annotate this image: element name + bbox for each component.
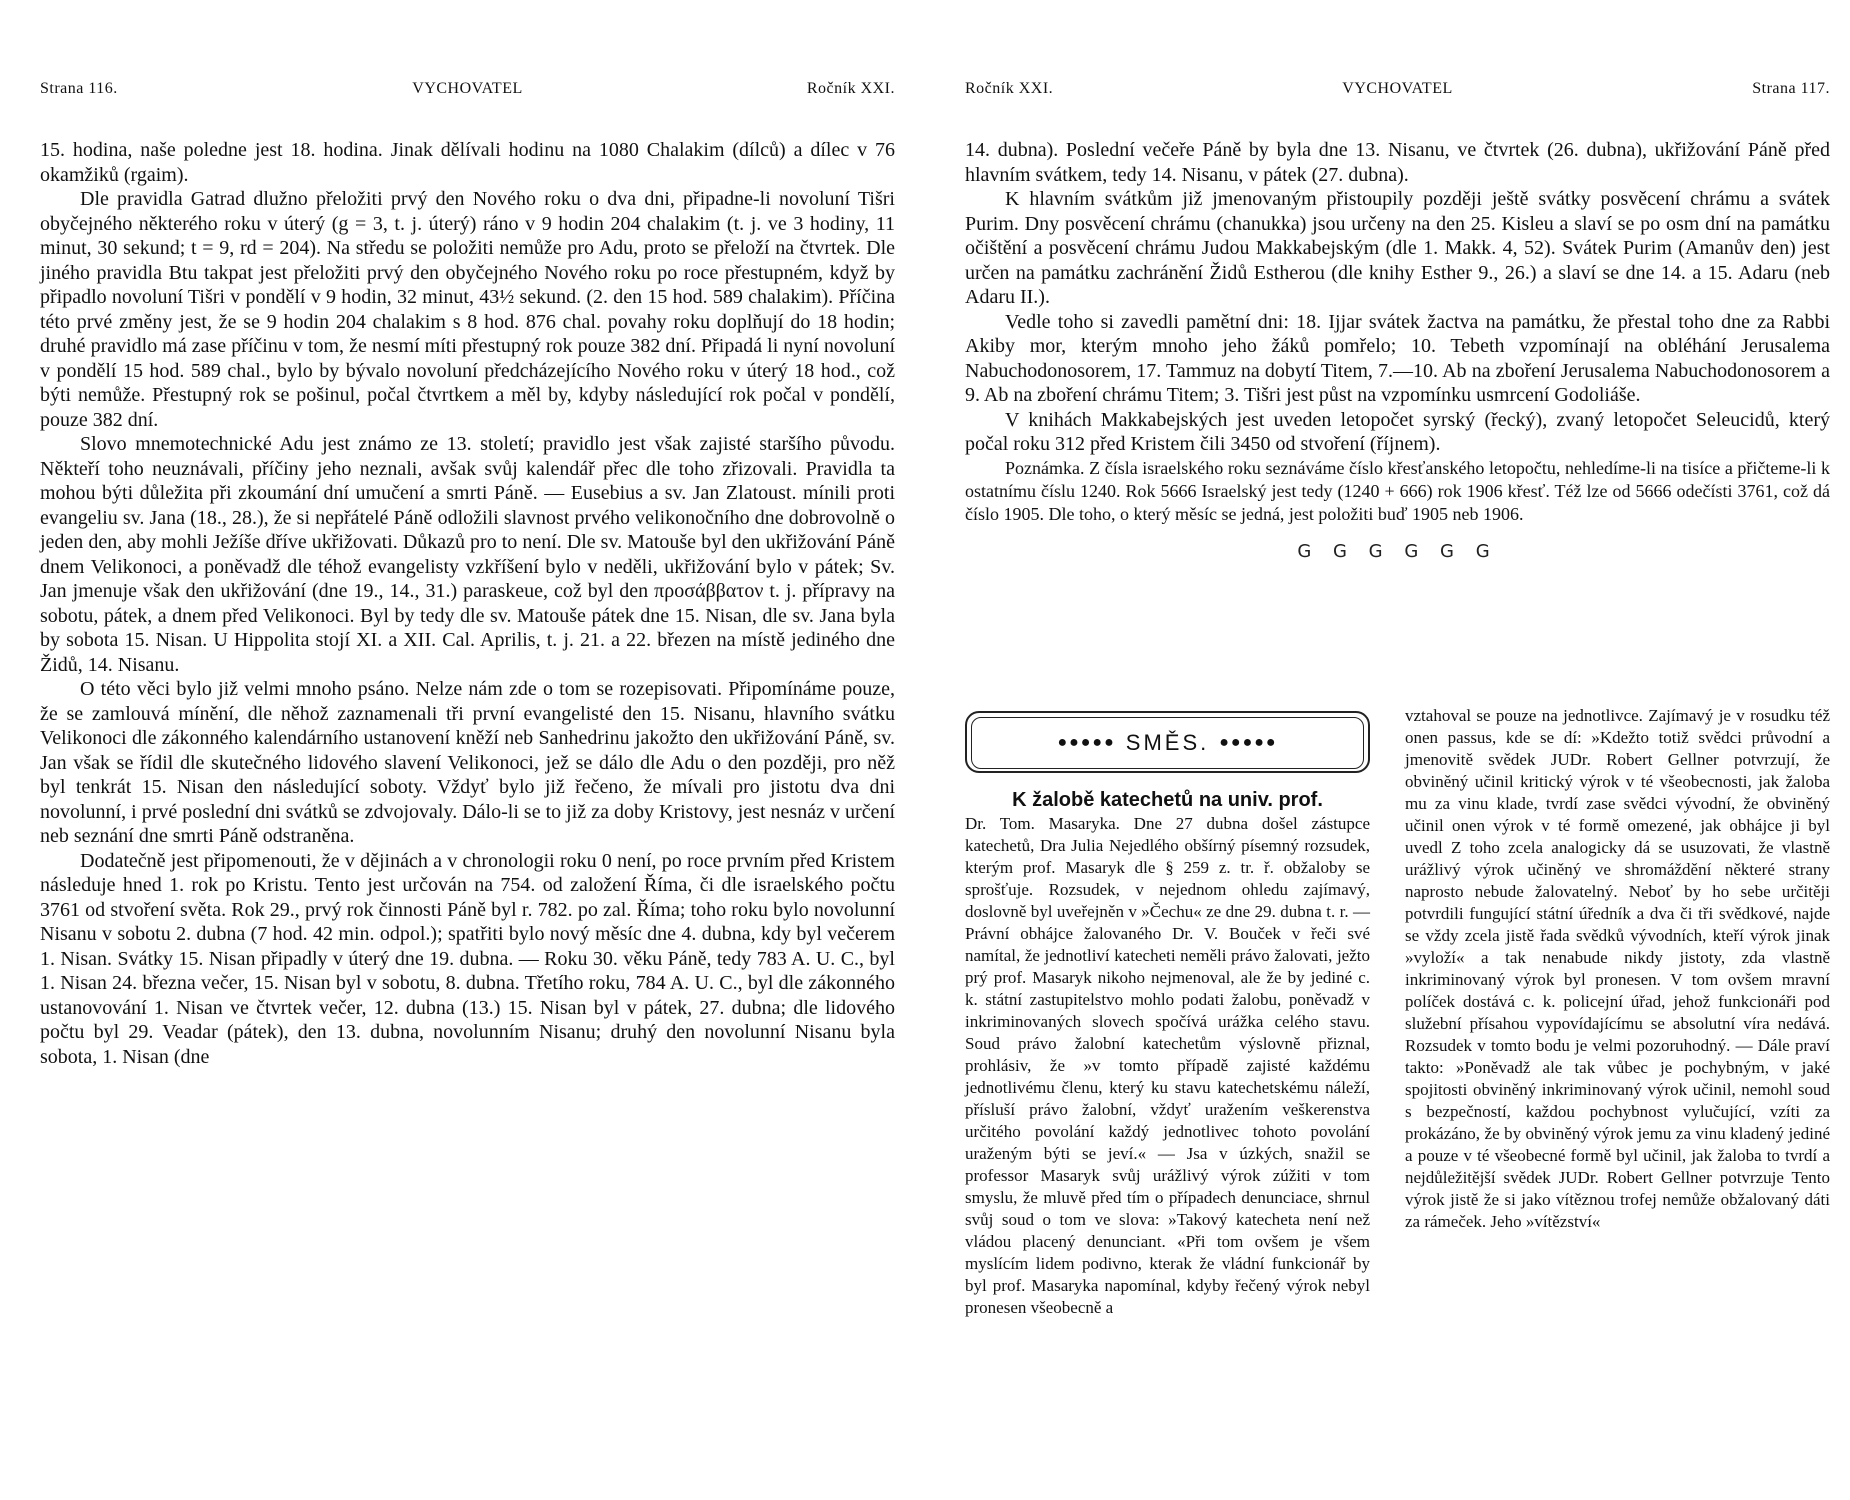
right-body <box>965 138 1830 564</box>
left-body <box>40 138 895 1069</box>
paragraph: 15. hodina, naše poledne jest 18. hodina. Jinak dělívali hodinu na 1080 Chalakim (dílců) a dílec v 76 okamžiků (rgaim). <box>40 139 895 186</box>
article-text: Dr. Tom. Masaryka. Dne 27 dubna došel zástupce katechetů, Dra Julia Nejedlého obšírný písemný rozsudek, kterým prof. Masaryk dle § 259 z. tr. ř. obžaloby se sprošťuje. Rozsudek, v nejednom ohledu zajímavý, doslovně byl uveřejněn v »Čechu« ze dne 29. dubna t. r. — Právní obhájce žalovaného Dr. V. Bouček v řeči své namítal, že jednotliví katecheti neměli právo žalovati, ježto prý prof. Masaryk nikoho nejmenoval, ale že by jediné c. k. státní zastupitelstvo mohlo podati žalobu, poněvadž v inkriminovaných slovech spočívá urážka celého stavu. Soud právo žalobní katechetům výslovně přiznal, prohlásiv, že »v tomto případě zajisté každému jednotlivému členu, který ku stavu katechetskému náleží, přísluší právo žalobní, vždyť uražením veškerenstva určitého povolání každý jednotlivec tohoto povolání uraženým býti se jeví.« — Jsa v úzkých, snažil se professor Masaryk svůj urážlivý výrok zúžiti v tom smyslu, že mluvě před tím o případech denunciace, shrnul svůj soud o tom ve slova: »Takový katecheta není než vládou placený denunciant. «Při tom ovšem je všem myslícím lidem podivno, kterak že vládní funkcionář by byl prof. Masaryka napomínal, kdyby řečený výrok nebyl pronesen všeobecně a <box>965 814 1370 1317</box>
section-title: SMĚS. <box>1125 730 1210 755</box>
paragraph: O této věci bylo již velmi mnoho psáno. Nelze nám zde o tom se rozepisovati. Připomínáme pouze, že se zamlouvá mínění, dle něhož zaznamenali tři první evangelisté den 15. Nisanu, hlavního svátku Velikonoci dle zákonného kalendárního ustanovení kněží neb Sanhedrinu jakožto den ukřižování Páně, sv. Jan však se řídil dle skutečného lidového slavení Velikonoci, jež se dálo dle Adu o den později, pro něž byl tenkrát 15. Nisan den následující soboty. Vždyť bylo již řečeno, že mívali pro jistotu dva dni novolunní, i prvé poslední dni svátků se zdvojovaly. Dálo-li se to již za doby Kristovy, jest nesnáz v určení neb seznání dne smrti Páně odstraněna. <box>40 678 895 847</box>
journal-title: VYCHOVATEL <box>1342 80 1453 97</box>
article-title: K žalobě katechetů na univ. prof. <box>1012 789 1323 811</box>
running-head <box>40 80 895 102</box>
ornament-dots-icon: ●●●●● <box>1219 734 1278 751</box>
paragraph: Vedle toho si zavedli pamětní dni: 18. Ijjar svátek žactva na památku, že přestal toho dne za Rabbi Akiby mor, kterým mnoho jeho žáků pomřelo; 10. Tebeth vzpomínají na obléhání Jerusalema Nabuchodonosorem, 17. Tammuz na dobytí Titem, 7.—10. Ab na zboření Jerusalema Nabuchodonosorem a 9. Ab na zboření chrámu Titem; 3. Tišri jest půst na vzpomínku usmrcení Godoliáše. <box>965 310 1830 406</box>
paragraph: Dle pravidla Gatrad dlužno přeložiti prvý den Nového roku o dva dni, připadne-li novoluní Tišri obyčejného některého roku v úterý (g = 3, t. j. úterý) ráno v 9 hodin 204 chalakim (t. j. ve 3 hodiny, 11 minut, 30 sekund; t = 9, rd = 204). Na středu se položiti nemůže pro Adu, proto se přeloží na čtvrtek. Dle jiného pravidla Btu takpat jest přeložiti prvý den obyčejného Nového roku po roce přestupném, když by připadlo novoluní Tišri v pondělí v 9 hodin, 32 minut, 43½ sekund. (2. den 15 hod. 589 chalakim). Příčina této prvé změny jest, že se 9 hodin 204 chalakim s 8 hod. 876 chal. povahy roku doplňují do 18 hodin; druhé pravidlo má zase příčinu v tom, že nesmí míti přestupný rok pouze 382 dní. Připadá li nyní novoluní v pondělí 15 hod. 589 chal., bylo by bývalo novoluní předcházejícího Nového roku v úterý 18 hod., což býti nemůže. Přestupný rok se pošinul, počal čtvrtkem a měl by, kdyby následující rok počal v pondělí, pouze 382 dní. <box>40 188 895 431</box>
journal-title: VYCHOVATEL <box>412 80 523 97</box>
paragraph: V knihách Makkabejských jest uveden letopočet syrský (řecký), zvaný letopočet Seleucidů, který počal roku 312 před Kristem čili 3450 od stvoření (říjnem). <box>965 408 1830 455</box>
ornament-dots-icon: ●●●●● <box>1057 734 1116 751</box>
left-page <box>40 0 895 1500</box>
article-text: vztahoval se pouze na jednotlivce. Zajímavý je v rosudku též onen passus, kde se dí: »Kdežto totiž svědci průvodní a jmenovitě svědek JUDr. Robert Gellner potvrzují, že obviněný učinil kritický výrok v té všeobecnosti, jak žaloba mu za vinu klade, tvrdí zase svědci vývodní, že obviněný učinil onen výrok v té formě omezené, jak obhájce ji byl uvedl Z toho zcela analogicky dá se usuzovati, že vlastně urážlivý výrok učiněný ve shromáždění některé strany naprosto nebude žalovatelný. Neboť by ho sebe určitěji potvrdili fungující státní úředník a dva či tři svědkové, najde se vždy zcela jistě řada svědků vývodních, kteří výrok jinak »vyloží« a tak nenabude nikdy jistoty, zda vlastně inkriminovaný výrok byl pronesen. V tom ovšem mravní políček dostává c. k. policejní úřad, jehož funkcionáři pod služební přísahou vypovídajícímu se absolutní víra nedává. Rozsudek v tomto bodu je velmi pozoruhodný. — Dále praví takto: »Poněvadž ale tak vůbec je pochybným, v jaké spojitosti obviněný inkriminovaný výrok učinil, nemohl soud s bezpečností, každou pochybnost vylučující, vzíti za prokázáno, že by obviněný výrok jemu za vinu kladený jediné a pouze v té všeobecné formě byl učinil, jak žaloba to tvrdí a nejdůležitější svědek JUDr. Robert Gellner potvrzuje Tento výrok jistě že si jako vítěznou trofej nemůže obžalovaný dáti za rámeček. Jeho »vítězství« <box>1405 706 1830 1231</box>
volume-label: Ročník XXI. <box>806 80 895 97</box>
right-page <box>965 0 1830 1500</box>
page-number: Strana 116. <box>40 80 118 97</box>
page-number: Strana 117. <box>1752 80 1830 97</box>
paragraph: Dodatečně jest připomenouti, že v dějinách a v chronologii roku 0 není, po roce prvním před Kristem následuje hned 1. rok po Kristu. Tento jest určován na 754. od založení Říma, či dle israelského počtu 3761 od stvoření světa. Rok 29., prvý rok činnosti Páně byl r. 782. po zal. Říma; toho roku bylo novolunní Nisanu v sobotu 2. dubna (7 hod. 42 min. odpol.); spatřiti bylo nový měsíc dne 4. dubna, kdy byl večerem 1. Nisan. Svátky 15. Nisan připadly v úterý dne 19. dubna. — Roku 30. věku Páně, tedy 783 A. U. C., byl 1. Nisan 24. března večer, 15. Nisan byl v sobotu, 8. dubna. Třetího roku, 784 A. U. C., byl dle zákonného ustanovování 1. Nisan ve čtvrtek večer, 12. dubna (13.) 15. Nisan byl v pátek, 27. dubna; dle lidového počtu byl 29. Veadar (pátek), den 13. dubna, novolunním Nisanu; druhý den novolunní Nisanu byla sobota, 1. Nisan (dne <box>40 849 895 1068</box>
paragraph: K hlavním svátkům již jmenovaným přistoupily později ještě svátky posvěcení chrámu a svátek Purim. Dny posvěcení chrámu (chanukka) jsou určeny na den 25. Kisleu a slaví se po osm dní na památku očištění a posvěcení chrámu Judou Makkabejským (dle 1. Makk. 4, 52). Svátek Purim (Amanův den) jest určen na památku zachránění Židů Estherou (dle knihy Esther 9., 26.) a slaví se dne 14. a 15. Adaru (neb Adaru II.). <box>965 188 1830 308</box>
two-column-section <box>965 705 1830 1465</box>
left-column <box>965 705 1370 1319</box>
paragraph: 14. dubna). Poslední večeře Páně by byla dne 13. Nisanu, ve čtvrtek (26. dubna), ukřižování Páně před hlavním svátkem, tedy 14. Nisanu, v pátek (27. dubna). <box>965 139 1830 186</box>
running-head <box>965 80 1830 102</box>
section-banner <box>965 711 1370 773</box>
paragraph: Slovo mnemotechnické Adu jest známo ze 13. století; pravidlo jest však zajisté staršího původu. Někteří toho neuznávali, příčiny jeho neznali, avšak svůj kalendář přec dle toho zřizovali. Pravidla ta mohou býti důležita při zkoumání dní umučení a smrti Páně. — Eusebius a sv. Jan Zlatoust. mínili proti evangeliu sv. Jana (18., 28.), že si nepřátelé Páně odložili slavnost prvého velikonočního dne dobrovolně o jeden den, aby mohli Ježíše dříve ukřižovati. Důkazů pro to není. Dle sv. Matouše byl den ukřižování Páně dnem Velikonoci, a poněvadž dle téhož evangelisty vzkříšení bylo v neděli, ukřižování bylo v pátek; Sv. Jan jmenuje však den ukřižování (dne 19., 14., 31.) paraskeue, což byl den προσάββατον t. j. přípravy na sobotu, pátek, a dnem před Velikonoci. Byl by tedy dle sv. Matouše pátek dne 15. Nisan, dle sv. Jana byla by sobota 15. Nisan. U Hippolita stojí XI. a XII. Cal. Aprilis, t. j. 21. a 22. březen na místě jediného dne Židů, 14. Nisanu. <box>40 433 895 676</box>
volume-label: Ročník XXI. <box>965 80 1054 97</box>
right-column <box>1405 705 1830 1233</box>
note-paragraph: Poznámka. Z čísla israelského roku seznáváme číslo křesťanského letopočtu, nehledíme-li na tisíce a přičteme-li k ostatnímu číslu 1240. Rok 5666 Israelský jest tedy (1240 + 666) rok 1906 křesť. Též lze od 5666 odečísti 3761, což dá číslo 1905. Dle toho, o který měsíc se jedná, jest položiti buď 1905 neb 1906. <box>965 457 1830 524</box>
ornament-divider: G G G G G G <box>1297 540 1498 562</box>
